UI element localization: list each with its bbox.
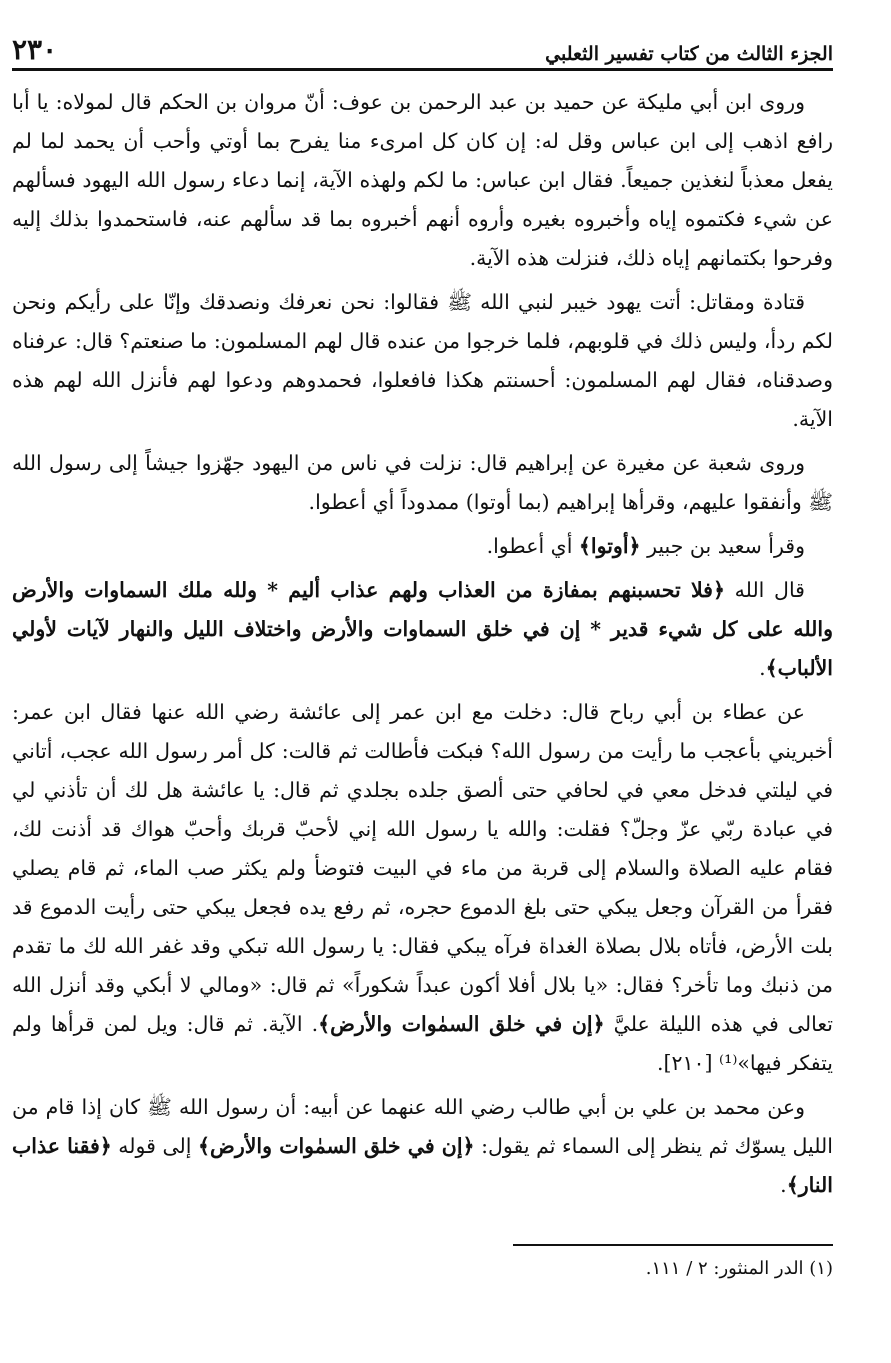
paragraph: [12, 283, 833, 439]
paragraph-text: وعن محمد بن علي بن أبي طالب رضي الله عنهما عن أبيه: أن رسول الله ﷺ كان إذا قام من الليل يسوّك ثم ينظر إلى السماء ثم يقول:: [12, 1095, 833, 1158]
page-body: [12, 83, 833, 1205]
paragraph: [12, 444, 833, 522]
paragraph: [12, 527, 833, 566]
quran-quote: ﴿أوتوا﴾: [578, 534, 641, 558]
paragraph-text: وروى شعبة عن مغيرة عن إبراهيم قال: نزلت في ناس من اليهود جهّزوا جيشاً إلى رسول الله ﷺ وأنفقوا عليهم، وقرأها إبراهيم (بما أوتوا) ممدوداً أي أعطوا.: [12, 451, 833, 514]
paragraph: [12, 83, 833, 278]
quran-quote: ﴿إن في خلق السمٰوات والأرض﴾: [198, 1134, 475, 1158]
page-header: [12, 26, 833, 71]
paragraph-text: قال الله: [725, 578, 805, 602]
paragraph-text: . الآية. ثم قال: ويل لمن قرأها ولم يتفكر فيها»⁽¹⁾ [٢١٠].: [12, 1012, 833, 1075]
quran-quote: ﴿إن في خلق السمٰوات والأرض﴾: [318, 1012, 605, 1036]
footnote-divider: [513, 1244, 833, 1246]
footnote: (١) الدر المنثور: ٢ / ١١١.: [645, 1258, 833, 1279]
paragraph-text: وقرأ سعيد بن جبير: [640, 534, 805, 558]
page-number: ٢٣٠: [12, 33, 58, 66]
paragraph-text: .: [759, 656, 766, 680]
paragraph: [12, 571, 833, 688]
paragraph: [12, 693, 833, 1083]
paragraph-text: إلى قوله: [111, 1134, 199, 1158]
paragraph: [12, 1088, 833, 1205]
paragraph-text: أي أعطوا.: [486, 534, 579, 558]
paragraph-text: .: [780, 1173, 787, 1197]
quran-quote: ﴿فلا تحسبنهم بمفازة من العذاب ولهم عذاب أليم * ولله ملك السماوات والأرض والله على كل شيء قدير * إن في خلق السماوات والأرض واختلاف الليل والنهار لآيات لأولي الألباب﴾: [12, 578, 833, 680]
paragraph-text: قتادة ومقاتل: أتت يهود خيبر لنبي الله ﷺ فقالوا: نحن نعرفك ونصدقك وإنّا على رأيكم ونحن لكم ردأ، وليس ذلك في قلوبهم، فلما خرجوا من عنده قال لهم المسلمون: ما صنعتم؟ قال: عرفناه وصدقناه، فقال لهم المسلمون: أحسنتم هكذا فافعلوا، فحمدوهم ودعوا لهم فأنزل الله لهم هذه الآية.: [12, 290, 833, 431]
running-title: الجزء الثالث من كتاب تفسير الثعلبي: [545, 43, 833, 65]
paragraph-text: عن عطاء بن أبي رباح قال: دخلت مع ابن عمر إلى عائشة رضي الله عنها فقال ابن عمر: أخبريني بأعجب ما رأيت من رسول الله؟ فبكت فأطالت ثم قالت: كل أمر رسول الله عجب، أتاني في ليلتي فدخل معي في لحافي حتى ألصق جلده بجلدي ثم قال: يا عائشة هل لك أن تأذني لي في عبادة ربّي عزّ وجلّ؟ فقلت: والله يا رسول الله إني لأحبّ قربك وأحبّ هواك قد أذنت لك، فقام عليه الصلاة والسلام إلى قربة من ماء في البيت فتوضأ ولم يكثر صب الماء، ثم قام يصلي فقرأ من القرآن وجعل يبكي حتى بلغ الدموع حجره، ثم رفع يده فجعل يبكي حتى رأيت الدموع قد بلت الأرض، فأتاه بلال بصلاة الغداة فرآه يبكي فقال: يا رسول الله تبكي وقد غفر الله لك ما تقدم من ذنبك وما تأخر؟ فقال: «يا بلال أفلا أكون عبداً شكوراً» ثم قال: «ومالي لا أبكي وقد أنزل الله تعالى في هذه الليلة عليَّ: [12, 700, 833, 1036]
quran-quote: ﴿فقنا عذاب النار﴾: [12, 1134, 833, 1197]
paragraph-text: وروى ابن أبي مليكة عن حميد بن عبد الرحمن بن عوف: أنّ مروان بن الحكم قال لمولاه: يا أبا رافع اذهب إلى ابن عباس وقل له: إن كان كل امرىء منا يفرح بما أوتي وأحب أن يحمد لما لم يفعل معذباً لنغذين جميعاً. فقال ابن عباس: ما لكم ولهذه الآية، إنما دعاء رسول الله اليهود فسألهم عن شيء فكتموه إياه وأخبروه بغيره وأروه أنهم أخبروه بما قد سألهم عنه، فاستحمدوا بذلك إليه وفرحوا بكتمانهم إياه ذلك، فنزلت هذه الآية.: [12, 90, 833, 270]
